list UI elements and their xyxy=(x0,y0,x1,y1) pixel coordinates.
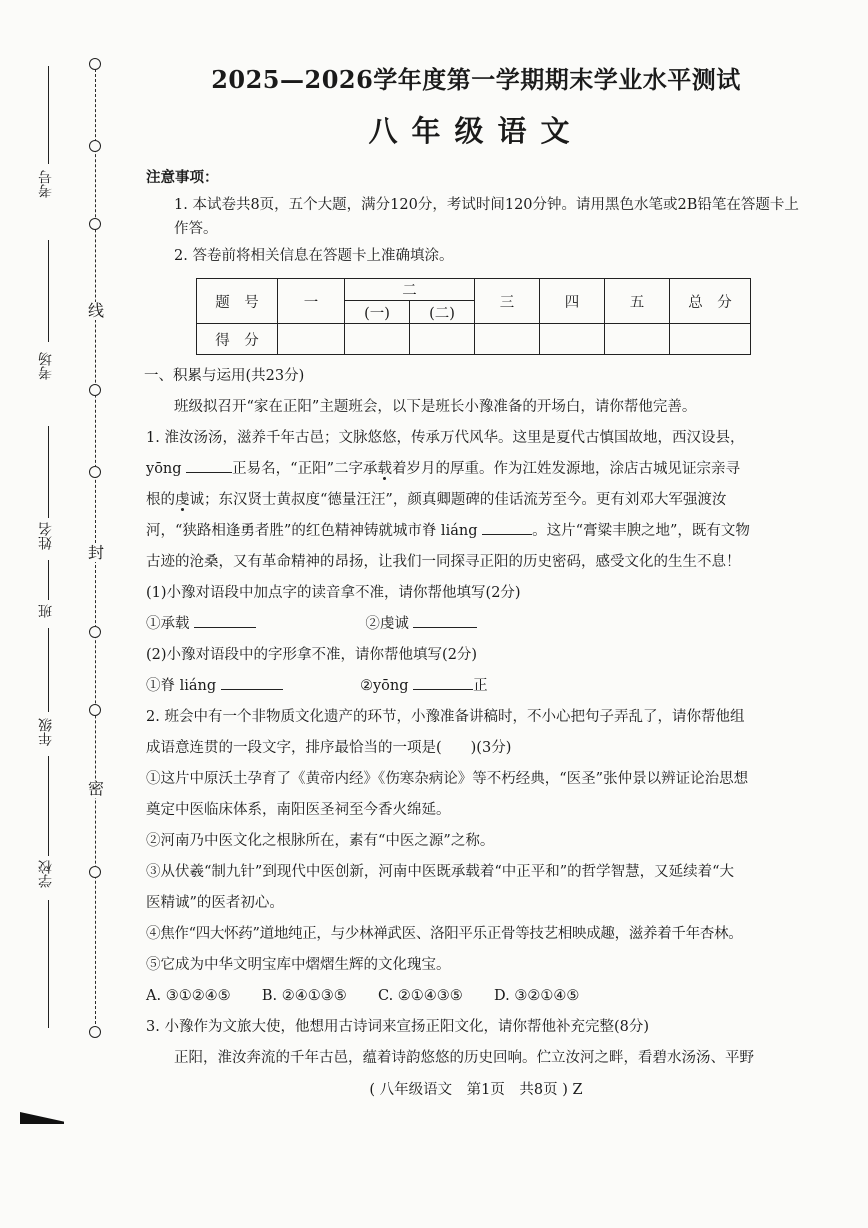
exam-room-line[interactable] xyxy=(48,240,49,342)
binding-ring-icon xyxy=(89,140,101,152)
choice-a[interactable]: A. ③①②④⑤ xyxy=(146,988,231,1004)
q1-text: 。这片“膏粱丰腴之地”，既有文物 xyxy=(532,523,750,539)
q2-option: 奠定中医临床体系，南阳医圣祠至今香火绵延。 xyxy=(146,802,451,818)
q1-line xyxy=(146,454,806,485)
answer-blank[interactable] xyxy=(413,688,473,690)
binding-ring-icon xyxy=(89,866,101,878)
q2-option: ②河南乃中医文化之根脉所在，素有“中医之源”之称。 xyxy=(146,833,495,849)
answer-label: 正 xyxy=(473,678,488,694)
score-table xyxy=(196,278,751,355)
binding-ring-icon xyxy=(89,626,101,638)
grade-label: 年级 xyxy=(38,718,54,746)
class-line[interactable] xyxy=(48,560,49,600)
q3-line: 3. 小豫作为文旅大使，他想用古诗词来宣扬正阳文化，请你帮他补充完整(8分) xyxy=(146,1019,649,1035)
dotted-char: 虔 xyxy=(175,492,190,508)
choice-c[interactable]: C. ②①④③⑤ xyxy=(378,988,463,1004)
q1-text: 根的 xyxy=(146,492,175,508)
score-cell[interactable] xyxy=(278,324,345,355)
choice-d[interactable]: D. ③②①④⑤ xyxy=(494,988,580,1004)
binding-ring-icon xyxy=(89,384,101,396)
name-line[interactable] xyxy=(48,426,49,518)
table-header-cell: 一 xyxy=(278,279,345,324)
school-label: 学校 xyxy=(38,860,54,888)
q1-text: 河，“狭路相逢勇者胜”的红色精神铸就城市脊 liáng xyxy=(146,523,478,539)
score-cell[interactable] xyxy=(605,324,670,355)
table-header-cell: 五 xyxy=(605,279,670,324)
q1-sub2: (2)小豫对语段中的字形拿不准，请你帮他填写(2分) xyxy=(146,647,478,663)
answer-blank[interactable] xyxy=(221,688,283,690)
answer-label: ①承载 xyxy=(146,616,190,632)
score-cell[interactable] xyxy=(345,324,410,355)
answer-blank[interactable] xyxy=(194,626,256,628)
q2-line: 2. 班会中有一个非物质文化遗产的环节，小豫准备讲稿时，不小心把句子弄乱了，请你帮他组 xyxy=(146,709,745,725)
dotted-char: 载 xyxy=(377,461,392,477)
exam-page xyxy=(146,60,806,1099)
q1-sub1-answers xyxy=(146,609,806,640)
q1-line: 1. 淮汝汤汤，滋养千年古邑；文脉悠悠，传承万代风华。这里是夏代古慎国故地，西汉设县， xyxy=(146,430,745,446)
q1-text: 诚；东汉贤士黄叔度“德量汪汪”，颜真卿题碑的佳话流芳至今。更有刘邓大军强渡汝 xyxy=(189,492,727,508)
answer-blank[interactable] xyxy=(186,471,232,473)
school-line-extra[interactable] xyxy=(48,900,49,1028)
q1-text: 正易名，“正阳”二字承 xyxy=(232,461,378,477)
class-label: 班 xyxy=(38,604,54,618)
seal-char-mi: 密 xyxy=(87,779,104,798)
score-cell[interactable] xyxy=(670,324,751,355)
note-item-1: 1. 本试卷共8页，五个大题，满分120分，考试时间120分钟。请用黑色水笔或2B铅笔在答题卡上作答。 xyxy=(174,197,799,237)
answer-label: ②虔诚 xyxy=(365,616,409,632)
q1-sub1: (1)小豫对语段中加点字的读音拿不准，请你帮他填写(2分) xyxy=(146,585,521,601)
name-label: 姓名 xyxy=(38,522,54,550)
candidate-number-line[interactable] xyxy=(48,66,49,164)
q1-line: 古迹的沧桑，又有革命精神的昂扬，让我们一同探寻正阳的历史密码，感受文化的生生不息！ xyxy=(146,554,741,570)
pinyin-text: yōng xyxy=(146,461,182,477)
answer-blank[interactable] xyxy=(413,626,477,628)
score-cell[interactable] xyxy=(475,324,540,355)
q2-option: ①这片中原沃土孕育了《黄帝内经》《伤寒杂病论》等不朽经典，“医圣”张仲景以辨证论治思想 xyxy=(146,771,749,787)
candidate-number-label: 考号 xyxy=(38,170,54,198)
exam-title: 2025—2026学年度第一学期期末学业水平测试 xyxy=(211,65,741,94)
grade-line[interactable] xyxy=(48,628,49,712)
table-header-cell: 总 分 xyxy=(670,279,751,324)
school-line[interactable] xyxy=(48,756,49,856)
score-cell[interactable] xyxy=(410,324,475,355)
note-item-2: 2. 答卷前将相关信息在答题卡上准确填涂。 xyxy=(174,248,454,264)
choice-b[interactable]: B. ②④①③⑤ xyxy=(261,988,347,1004)
binding-ring-icon xyxy=(89,1026,101,1038)
q1-sub2-answers xyxy=(146,671,806,702)
seal-char-xian: 线 xyxy=(87,301,104,320)
exam-room-label: 考场 xyxy=(38,352,54,380)
q1-text: 着岁月的厚重。作为江姓发源地，涂店古城见证宗亲寻 xyxy=(391,461,740,477)
q2-option: ⑤它成为中华文明宝库中熠熠生辉的文化瑰宝。 xyxy=(146,957,451,973)
score-cell[interactable] xyxy=(540,324,605,355)
binding-ring-icon xyxy=(89,704,101,716)
seal-char-feng: 封 xyxy=(87,543,104,562)
table-header-cell: 题 号 xyxy=(197,279,278,324)
subject-title: 八年级语文 xyxy=(368,114,584,148)
table-row-label: 得 分 xyxy=(197,324,278,355)
q2-option: 医精诚”的医者初心。 xyxy=(146,895,284,911)
section-heading: 一、积累与运用(共23分) xyxy=(144,368,305,384)
answer-label: ②yōng xyxy=(359,678,409,694)
page-footer: ( 八年级语文 第1页 共8页 ) Z xyxy=(369,1082,583,1098)
q3-line: 正阳，淮汝奔流的千年古邑，蕴着诗韵悠悠的历史回响。伫立汝河之畔，看碧水汤汤、平野 xyxy=(174,1050,754,1066)
positioning-mark xyxy=(20,1112,64,1124)
table-subheader-cell: (二) xyxy=(410,301,475,324)
q1-line xyxy=(146,516,806,547)
q2-choices xyxy=(146,981,806,1012)
q2-line: 成语意连贯的一段文字，排序最恰当的一项是( )(3分) xyxy=(146,740,512,756)
table-header-cell: 二 xyxy=(345,279,475,301)
table-header-cell: 三 xyxy=(475,279,540,324)
answer-label: ①脊 liáng xyxy=(146,678,217,694)
q1-line xyxy=(146,485,806,516)
q2-option: ④焦作“四大怀药”道地纯正，与少林禅武医、洛阳平乐正骨等技艺相映成趣，滋养着千年杏林。 xyxy=(146,926,743,942)
notes-heading: 注意事项： xyxy=(146,169,219,186)
table-header-cell: 四 xyxy=(540,279,605,324)
section-intro: 班级拟召开“家在正阳”主题班会，以下是班长小豫准备的开场白，请你帮他完善。 xyxy=(174,399,697,415)
binding-ring-icon xyxy=(89,58,101,70)
answer-blank[interactable] xyxy=(482,533,532,535)
binding-margin xyxy=(0,0,140,1080)
table-subheader-cell: (一) xyxy=(345,301,410,324)
binding-ring-icon xyxy=(89,218,101,230)
q2-option: ③从伏羲“制九针”到现代中医创新，河南中医既承载着“中正平和”的哲学智慧，又延续着“大 xyxy=(146,864,735,880)
binding-ring-icon xyxy=(89,466,101,478)
